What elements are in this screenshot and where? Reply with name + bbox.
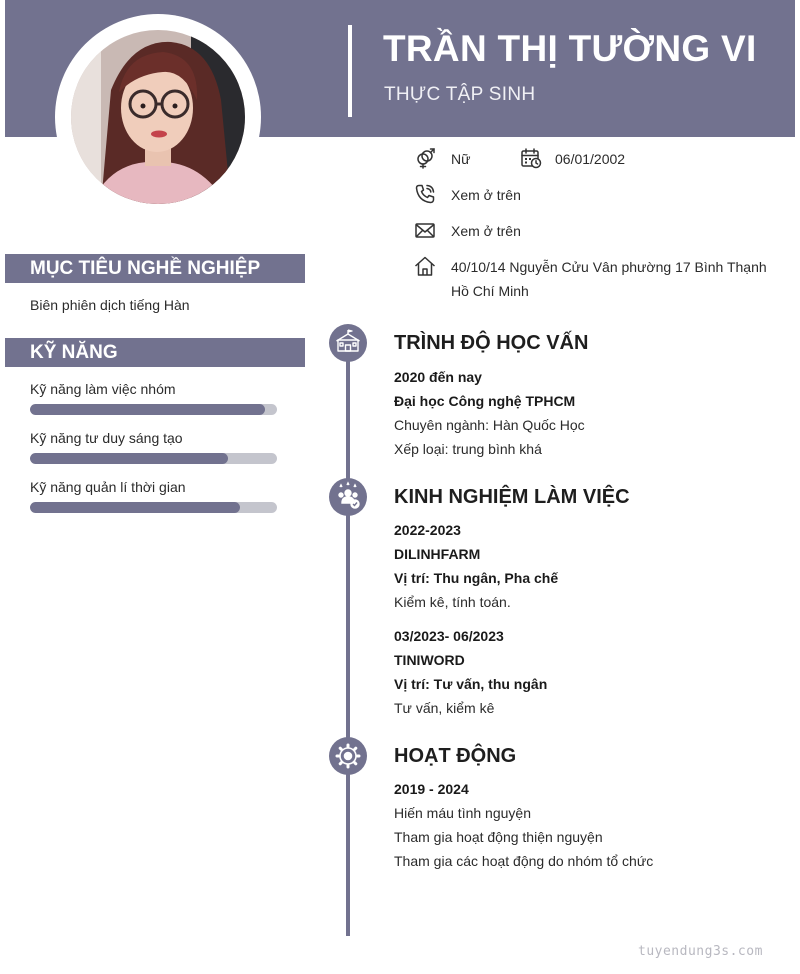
timeline-line (346, 340, 350, 936)
gear-icon (329, 737, 367, 775)
education-period: 2020 đến nay (394, 369, 482, 385)
skill-bar-fill (30, 502, 240, 513)
mail-icon (414, 219, 436, 241)
activities-period: 2019 - 2024 (394, 781, 469, 797)
job-position: Vị trí: Tư vấn, thu ngân (394, 676, 548, 692)
candidate-role: THỰC TẬP SINH (384, 84, 536, 105)
phone-value: Xem ở trên (451, 187, 521, 203)
skills-heading: KỸ NĂNG (5, 338, 305, 367)
skill-label: Kỹ năng tư duy sáng tạo (30, 430, 183, 446)
school-icon (329, 324, 367, 362)
education-major: Chuyên ngành: Hàn Quốc Học (394, 417, 585, 433)
skill-bar-track (30, 404, 277, 415)
team-icon (329, 478, 367, 516)
job-position: Vị trí: Thu ngân, Pha chế (394, 570, 559, 586)
job-company: DILINHFARM (394, 546, 481, 562)
skill-bar-fill (30, 404, 265, 415)
calendar-icon (520, 147, 542, 169)
education-school: Đại học Công nghệ TPHCM (394, 393, 576, 409)
email-value: Xem ở trên (451, 223, 521, 239)
job-description: Tư vấn, kiểm kê (394, 700, 495, 716)
gender-icon (414, 147, 436, 169)
job-period: 03/2023- 06/2023 (394, 628, 504, 644)
birthday-value: 06/01/2002 (555, 151, 626, 167)
skill-label: Kỹ năng quản lí thời gian (30, 479, 186, 495)
name-divider (348, 25, 352, 117)
objective-text: Biên phiên dịch tiếng Hàn (30, 297, 190, 313)
job-company: TINIWORD (394, 652, 465, 668)
activity-item: Tham gia các hoạt động do nhóm tổ chức (394, 853, 654, 869)
skill-bar-track (30, 502, 277, 513)
skill-bar-track (30, 453, 277, 464)
phone-icon (414, 183, 436, 205)
gender-value: Nữ (451, 151, 471, 167)
candidate-name: TRẦN THỊ TƯỜNG VI (383, 28, 757, 69)
profile-photo (71, 30, 245, 204)
skill-label: Kỹ năng làm việc nhóm (30, 381, 176, 397)
activity-item: Tham gia hoạt động thiện nguyện (394, 829, 603, 845)
objective-heading: MỤC TIÊU NGHỀ NGHIỆP (5, 254, 305, 283)
address-line-1: 40/10/14 Nguyễn Cửu Vân phường 17 Bình Thạnh (451, 259, 767, 275)
education-grade: Xếp loại: trung bình khá (394, 441, 542, 457)
education-heading: TRÌNH ĐỘ HỌC VẤN (394, 332, 589, 354)
job-period: 2022-2023 (394, 522, 461, 538)
home-icon (414, 255, 436, 277)
activity-item: Hiến máu tình nguyện (394, 805, 531, 821)
skill-bar-fill (30, 453, 228, 464)
address-line-2: Hồ Chí Minh (451, 283, 529, 299)
experience-heading: KINH NGHIỆM LÀM VIỆC (394, 486, 630, 508)
activities-heading: HOẠT ĐỘNG (394, 745, 517, 767)
job-description: Kiểm kê, tính toán. (394, 594, 511, 610)
watermark: tuyendung3s.com (638, 944, 763, 959)
